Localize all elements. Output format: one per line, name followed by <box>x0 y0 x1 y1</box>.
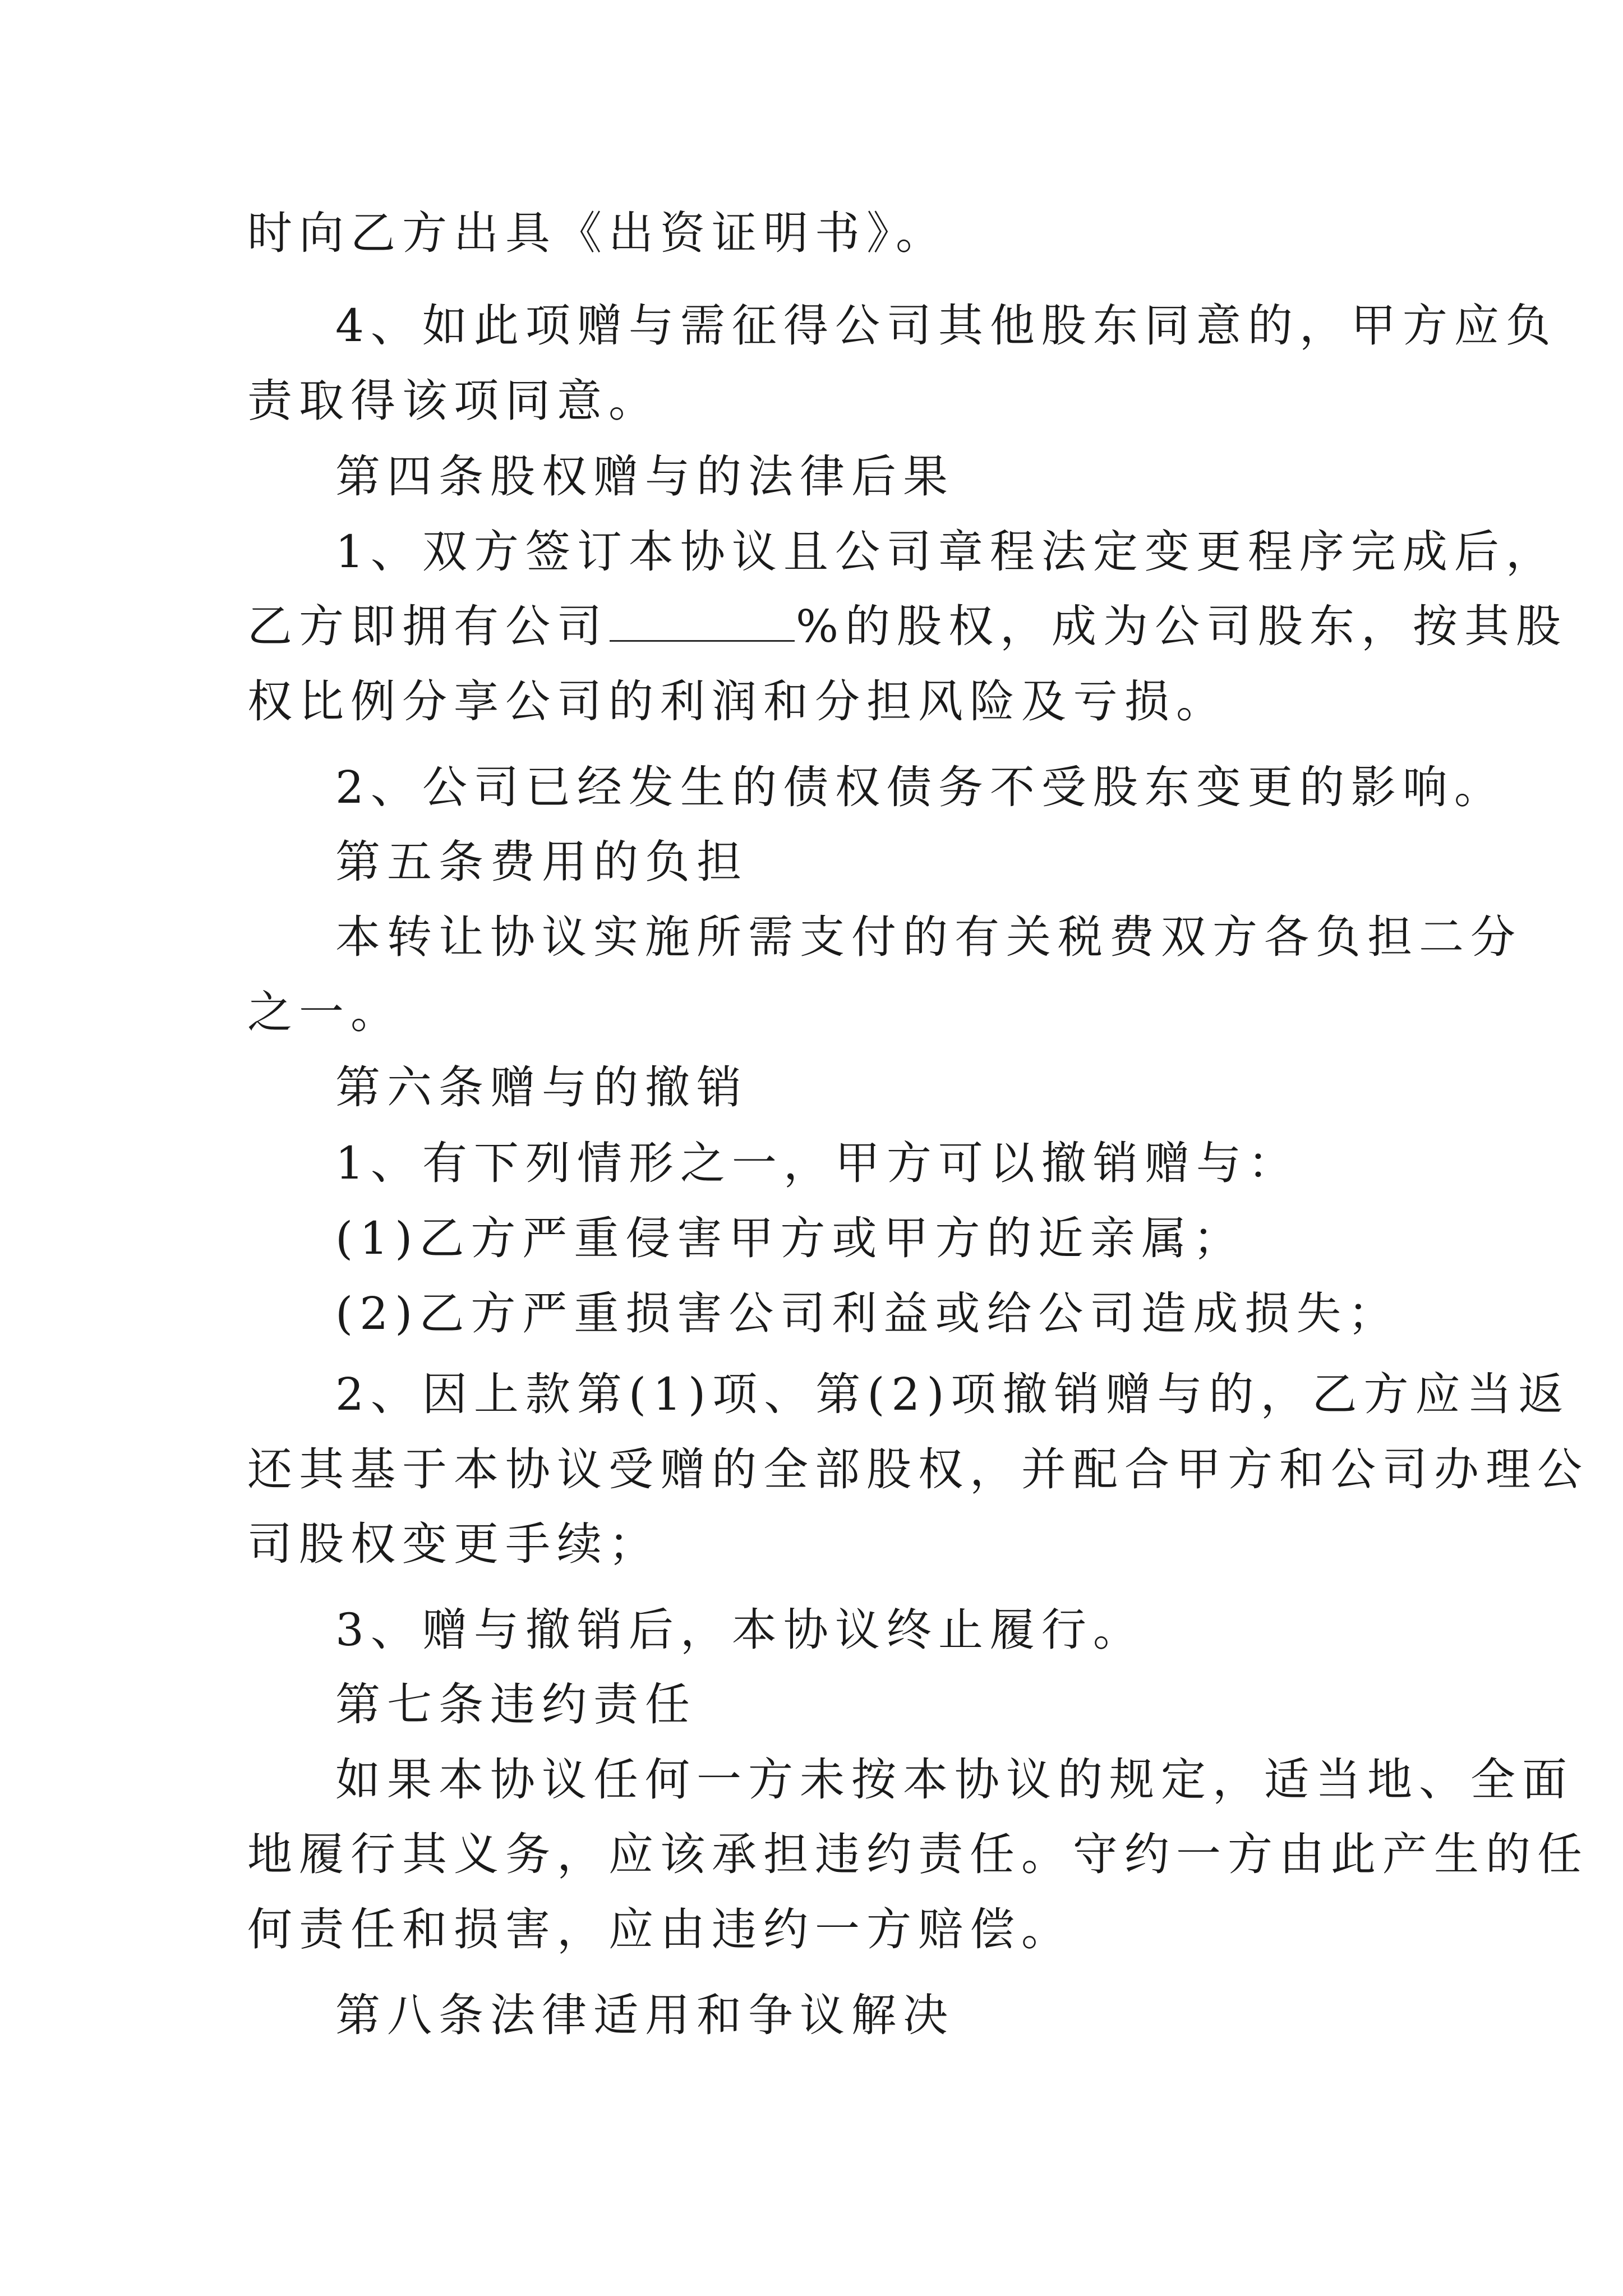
text-line: 本转让协议实施所需支付的有关税费双方各负担二分 <box>335 911 1522 963</box>
text-segment: %的股权，成为公司股东，按其股 <box>796 600 1568 652</box>
text-line: 司股权变更手续； <box>247 1518 660 1570</box>
text-line: 1、双方签订本协议且公司章程法定变更程序完成后， <box>335 526 1557 578</box>
text-line: 4、如此项赠与需征得公司其他股东同意的，甲方应负 <box>335 300 1557 352</box>
fill-in-blank[interactable] <box>610 604 795 642</box>
text-line: 如果本协议任何一方未按本协议的规定，适当地、全面 <box>335 1754 1574 1806</box>
section-heading: 第七条违约责任 <box>335 1678 697 1731</box>
text-line: 权比例分享公司的利润和分担风险及亏损。 <box>247 675 1228 728</box>
text-line: 之一。 <box>247 986 402 1038</box>
section-heading: 第五条费用的负担 <box>335 836 748 888</box>
text-line: 何责任和损害，应由违约一方赔偿。 <box>247 1903 1073 1955</box>
text-line: 1、有下列情形之一，甲方可以撤销赠与： <box>335 1137 1299 1189</box>
section-heading: 第四条股权赠与的法律后果 <box>335 450 955 503</box>
text-line: (1)乙方严重侵害甲方或甲方的近亲属； <box>335 1212 1245 1264</box>
section-heading: 第六条赠与的撤销 <box>335 1061 748 1114</box>
text-line: (2)乙方严重损害公司利益或给公司造成损失； <box>335 1287 1400 1340</box>
text-segment: 乙方即拥有公司 <box>247 600 608 652</box>
text-line: 时向乙方出具《出资证明书》。 <box>247 207 947 259</box>
text-line: 3、赠与撤销后，本协议终止履行。 <box>335 1604 1145 1656</box>
text-line: 2、因上款第(1)项、第(2)项撤销赠与的，乙方应当返 <box>335 1368 1570 1420</box>
text-line: 2、公司已经发生的债权债务不受股东变更的影响。 <box>335 761 1506 813</box>
text-line: 责取得该项同意。 <box>247 375 660 427</box>
text-line: 地履行其义务，应该承担违约责任。守约一方由此产生的任 <box>247 1828 1589 1880</box>
section-heading: 第八条法律适用和争议解决 <box>335 1989 955 2041</box>
text-line <box>247 600 1568 652</box>
text-line: 还其基于本协议受赠的全部股权，并配合甲方和公司办理公 <box>247 1443 1589 1496</box>
